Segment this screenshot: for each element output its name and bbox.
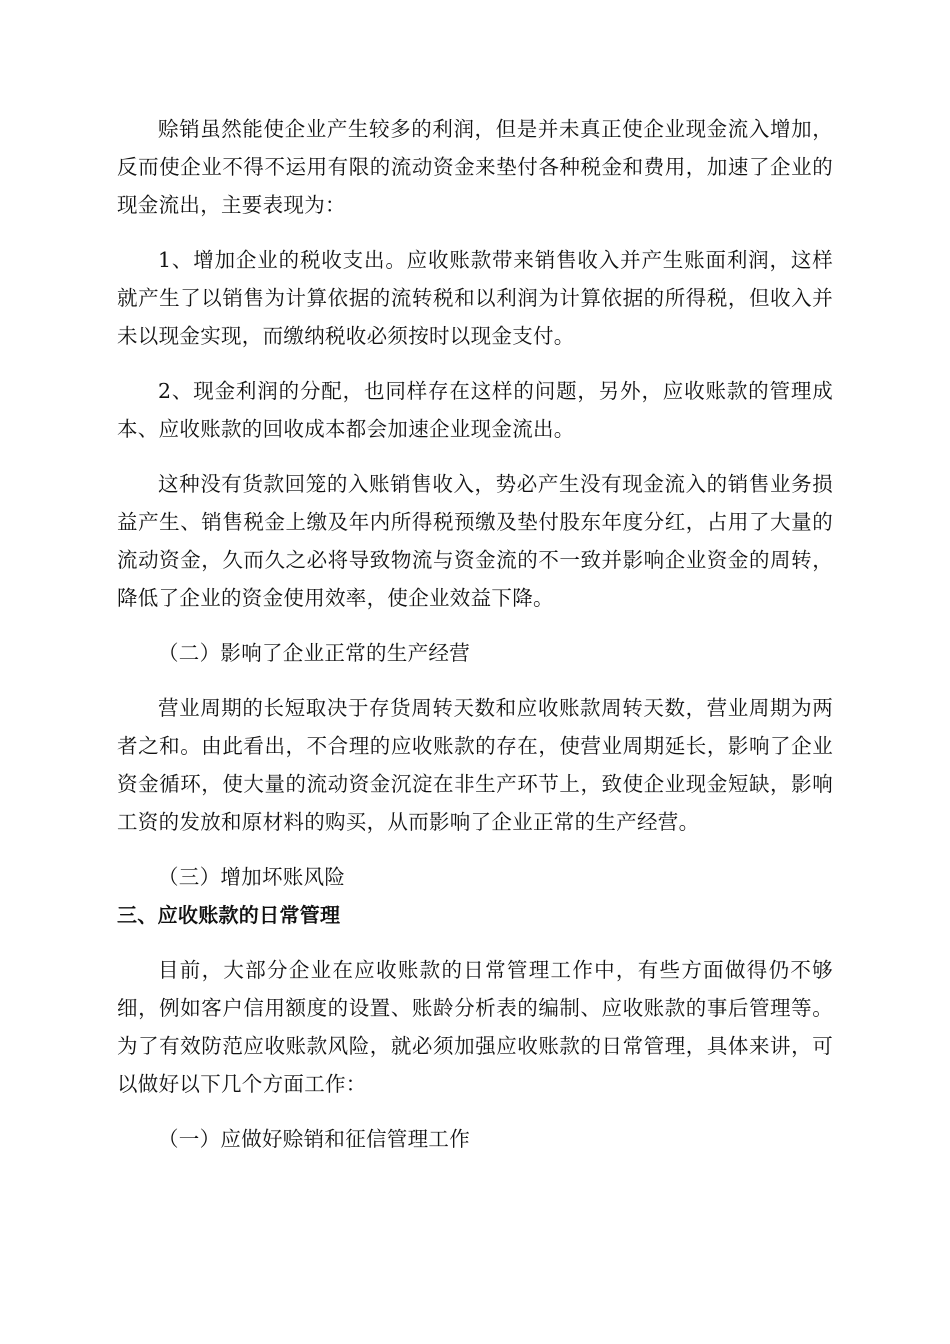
paragraph-operating-cycle: 营业周期的长短取决于存货周转天数和应收账款周转天数，营业周期为两者之和。由此看出，不合理的应收账款的存在，使营业周期延长，影响了企业资金循环，使大量的流动资金沉淀在非生产环节上，致使企业现金短缺，影响工资的发放和原材料的购买，从而影响了企业正常的生产经营。 (117, 696, 833, 834)
section-heading-daily-management: 三、应收账款的日常管理 (117, 903, 341, 927)
subheading-bad-debt-risk: （三）增加坏账风险 (158, 865, 346, 889)
paragraph-credit-sales-cash-outflow: 赊销虽然能使企业产生较多的利润，但是并未真正使企业现金流入增加，反而使企业不得不运用有限的流动资金来垫付各种税金和费用，加速了企业的现金流出，主要表现为： (117, 117, 833, 217)
paragraph-profit-distribution: 2、现金利润的分配，也同样存在这样的问题，另外，应收账款的管理成本、应收账款的回收成本都会加速企业现金流出。 (117, 379, 833, 441)
subheading-operations-impact: （二）影响了企业正常的生产经营 (158, 641, 470, 665)
paragraph-working-capital: 这种没有货款回笼的入账销售收入，势必产生没有现金流入的销售业务损益产生、销售税金上缴及年内所得税预缴及垫付股东年度分红，占用了大量的流动资金，久而久之必将导致物流与资金流的不一致并影响企业资金的周转，降低了企业的资金使用效率，使企业效益下降。 (117, 472, 833, 610)
subheading-credit-investigation: （一）应做好赊销和征信管理工作 (158, 1127, 470, 1151)
paragraph-daily-management: 目前，大部分企业在应收账款的日常管理工作中，有些方面做得仍不够细，例如客户信用额度的设置、账龄分析表的编制、应收账款的事后管理等。为了有效防范应收账款风险，就必须加强应收账款的日常管理，具体来讲，可以做好以下几个方面工作： (117, 958, 833, 1096)
paragraph-tax-expenditure: 1、增加企业的税收支出。应收账款带来销售收入并产生账面利润，这样就产生了以销售为计算依据的流转税和以利润为计算依据的所得税，但收入并未以现金实现，而缴纳税收必须按时以现金支付。 (117, 248, 833, 348)
document-body (117, 110, 833, 1158)
